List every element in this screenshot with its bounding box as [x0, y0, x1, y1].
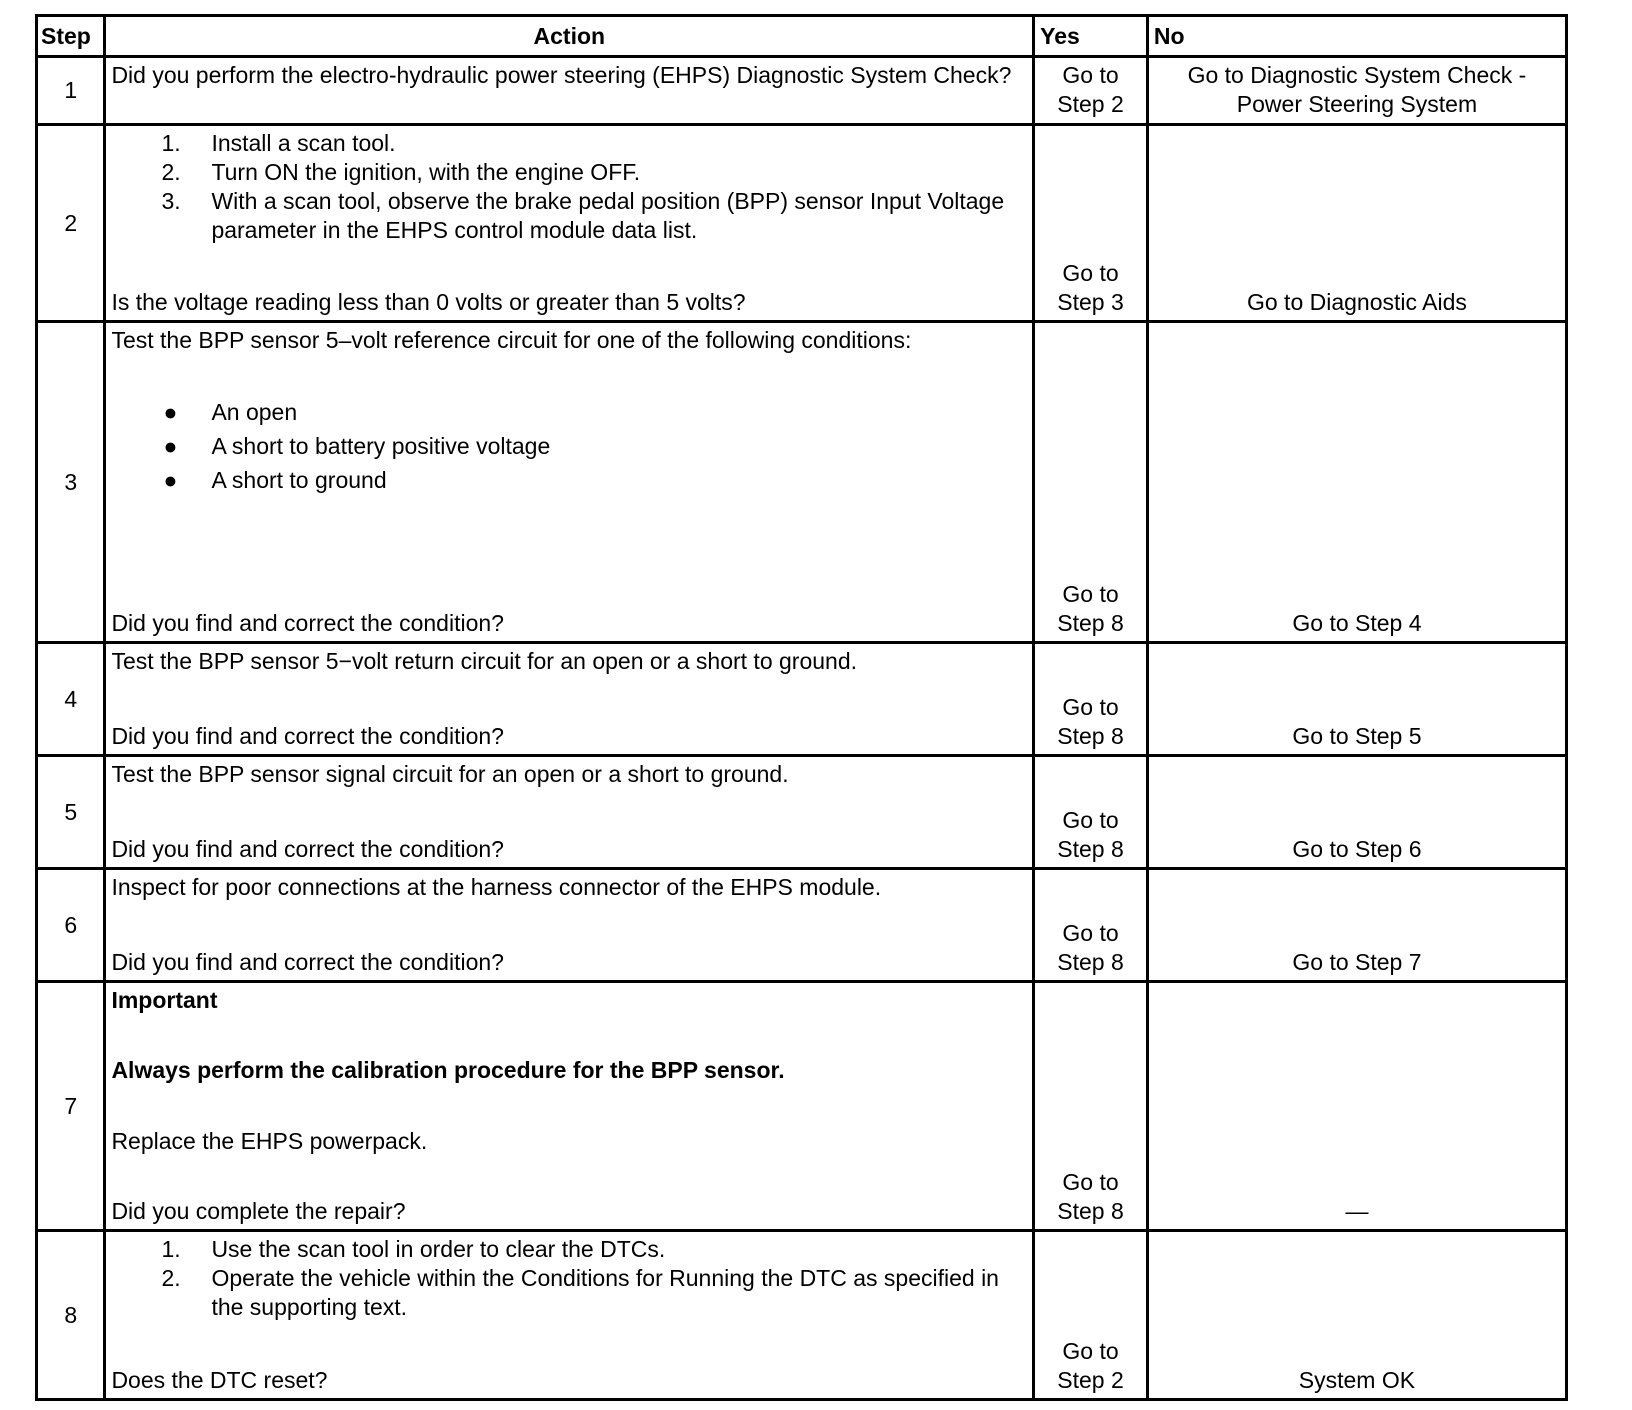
no-cell: Go to Step 6 [1147, 756, 1566, 869]
action-question: Is the voltage reading less than 0 volts or greater than 5 volts? [111, 289, 746, 315]
yes-cell: Go to Step 8 [1034, 643, 1148, 756]
list-text: A short to battery positive voltage [211, 433, 551, 459]
step-number: 5 [37, 756, 105, 869]
header-yes: Yes [1034, 16, 1148, 57]
table-row [37, 57, 1567, 125]
list-text: Use the scan tool in order to clear the DTCs. [211, 1236, 666, 1262]
action-question: Did you find and correct the condition? [111, 610, 504, 636]
list-number: 2. [161, 159, 181, 185]
table-row [37, 125, 1567, 322]
list-text: An open [211, 399, 298, 425]
no-cell: Go to Diagnostic System Check - Power Steering System [1147, 57, 1566, 125]
no-cell: Go to Step 5 [1147, 643, 1566, 756]
action-cell [105, 643, 1034, 756]
bullet-icon: ● [163, 399, 178, 425]
action-question: Did you complete the repair? [111, 1197, 406, 1224]
numbered-list [111, 1235, 1027, 1322]
table-row [37, 1231, 1567, 1400]
table-row [37, 982, 1567, 1231]
list-item [111, 395, 1027, 429]
diagnostic-table [35, 14, 1568, 1401]
action-intro: Replace the EHPS powerpack. [111, 1127, 428, 1154]
list-item [111, 1264, 1027, 1322]
action-intro: Inspect for poor connections at the harness connector of the EHPS module. [111, 874, 882, 900]
list-text: Turn ON the ignition, with the engine OFF. [211, 159, 641, 185]
list-number: 2. [161, 1265, 181, 1291]
yes-cell: Go to Step 8 [1034, 982, 1148, 1231]
numbered-list [111, 129, 1027, 245]
step-number: 1 [37, 57, 105, 125]
important-text: Always perform the calibration procedure for the BPP sensor. [111, 1057, 785, 1084]
action-cell [105, 57, 1034, 125]
list-number: 3. [161, 188, 181, 214]
header-action: Action [105, 16, 1034, 57]
yes-cell: Go to Step 2 [1034, 1231, 1148, 1400]
step-number: 6 [37, 869, 105, 982]
list-item [111, 158, 1027, 187]
yes-cell: Go to Step 8 [1034, 869, 1148, 982]
list-item [111, 1235, 1027, 1264]
table-row [37, 756, 1567, 869]
list-text: With a scan tool, observe the brake pedal position (BPP) sensor Input Voltage parameter in the EHPS control module data list. [211, 188, 1005, 243]
action-question: Did you find and correct the condition? [111, 949, 504, 975]
bullet-icon: ● [163, 433, 178, 459]
list-text: Operate the vehicle within the Conditions for Running the DTC as specified in the supporting text. [211, 1265, 999, 1320]
no-cell: — [1147, 982, 1566, 1231]
step-number: 3 [37, 322, 105, 643]
yes-cell: Go to Step 2 [1034, 57, 1148, 125]
header-step: Step [37, 16, 105, 57]
yes-cell: Go to Step 8 [1034, 322, 1148, 643]
table-row [37, 643, 1567, 756]
step-number: 7 [37, 982, 105, 1231]
no-cell: System OK [1147, 1231, 1566, 1400]
action-cell [105, 982, 1034, 1231]
list-item [111, 187, 1027, 245]
header-no: No [1147, 16, 1566, 57]
step-number: 8 [37, 1231, 105, 1400]
list-text: A short to ground [211, 467, 387, 493]
table-row [37, 869, 1567, 982]
step-number: 2 [37, 125, 105, 322]
important-label: Important [111, 987, 218, 1013]
list-number: 1. [161, 130, 181, 156]
no-cell: Go to Step 4 [1147, 322, 1566, 643]
action-intro: Test the BPP sensor 5−volt return circuit for an open or a short to ground. [111, 648, 858, 674]
no-cell: Go to Step 7 [1147, 869, 1566, 982]
action-question: Did you perform the electro-hydraulic power steering (EHPS) Diagnostic System Check? [111, 62, 1012, 88]
yes-cell: Go to Step 3 [1034, 125, 1148, 322]
action-cell [105, 756, 1034, 869]
action-cell [105, 322, 1034, 643]
bullet-icon: ● [163, 467, 178, 493]
list-item [111, 463, 1027, 497]
action-question: Did you find and correct the condition? [111, 836, 504, 862]
table-row [37, 322, 1567, 643]
action-cell [105, 1231, 1034, 1400]
action-cell [105, 869, 1034, 982]
action-question: Does the DTC reset? [111, 1367, 328, 1393]
action-question: Did you find and correct the condition? [111, 723, 504, 749]
yes-cell: Go to Step 8 [1034, 756, 1148, 869]
bullet-list [111, 395, 1027, 497]
list-item [111, 429, 1027, 463]
header-row [37, 16, 1567, 57]
no-cell: Go to Diagnostic Aids [1147, 125, 1566, 322]
list-text: Install a scan tool. [211, 130, 396, 156]
action-intro: Test the BPP sensor 5–volt reference circuit for one of the following conditions: [111, 327, 912, 353]
action-cell [105, 125, 1034, 322]
list-number: 1. [161, 1236, 181, 1262]
action-intro: Test the BPP sensor signal circuit for an open or a short to ground. [111, 761, 789, 787]
list-item [111, 129, 1027, 158]
step-number: 4 [37, 643, 105, 756]
